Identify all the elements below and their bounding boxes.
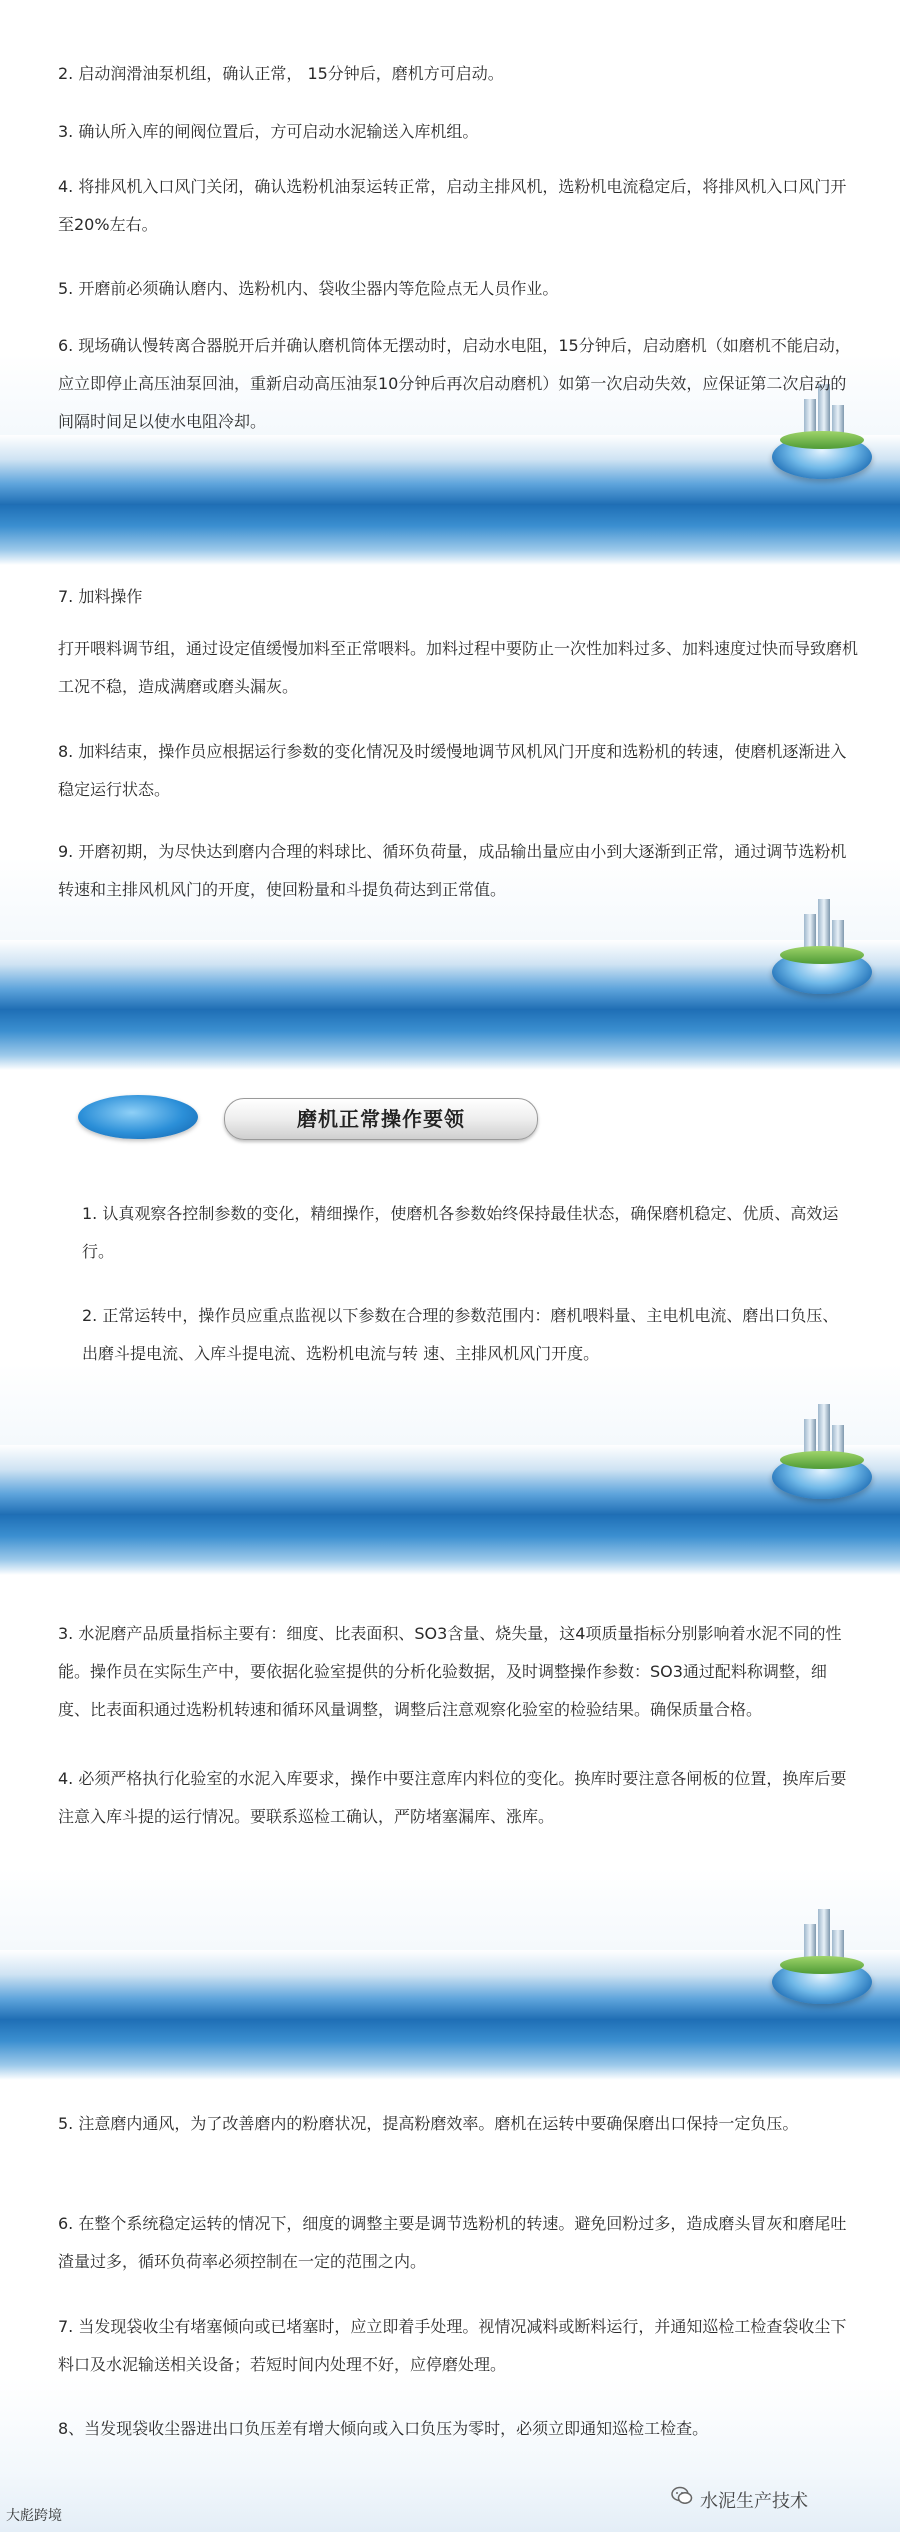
paragraph: 7. 当发现袋收尘有堵塞倾向或已堵塞时，应立即着手处理。视情况减料或断料运行，并通知巡检工检查袋收尘下料口及水泥输送相关设备；若短时间内处理不好，应停磨处理。 (58, 2317, 847, 2374)
slide-header-band (0, 1010, 900, 1070)
globe-island-icon (762, 910, 882, 1000)
paragraph: 5. 注意磨内通风，为了改善磨内的粉磨状况，提高粉磨效率。磨机在运转中要确保磨出口保持一定负压。 (58, 2114, 799, 2133)
slide-1 (0, 0, 900, 505)
globe-island-icon (762, 1415, 882, 1505)
watermark-left: 大彪跨境 (6, 2508, 62, 2524)
paragraph: 打开喂料调节组，通过设定值缓慢加料至正常喂料。加料过程中要防止一次性加料过多、加料速度过快而导致磨机工况不稳，造成满磨或磨头漏灰。 (58, 639, 859, 696)
paragraph: 6. 在整个系统稳定运转的情况下，细度的调整主要是调节选粉机的转速。避免回粉过多，造成磨头冒灰和磨尾吐渣量过多，循环负荷率必须控制在一定的范围之内。 (58, 2214, 847, 2271)
paragraph: 8. 加料结束，操作员应根据运行参数的变化情况及时缓慢地调节风机风门开度和选粉机的转速，使磨机逐渐进入稳定运行状态。 (58, 742, 847, 799)
slide-header-band (0, 1515, 900, 1575)
wechat-icon (670, 2484, 694, 2508)
globe-island-icon (762, 1920, 882, 2010)
paragraph: 5. 开磨前必须确认磨内、选粉机内、袋收尘器内等危险点无人员作业。 (58, 279, 559, 298)
slide-header-band (0, 2020, 900, 2080)
heading-bullet-icon (78, 1095, 198, 1139)
paragraph: 9. 开磨初期，为尽快达到磨内合理的料球比、循环负荷量，成品输出量应由小到大逐渐到正常，通过调节选粉机转速和主排风机风门的开度，使回粉量和斗提负荷达到正常值。 (58, 842, 847, 899)
slide-header-band (0, 505, 900, 565)
paragraph: 4. 必须严格执行化验室的水泥入库要求，操作中要注意库内料位的变化。换库时要注意各闸板的位置，换库后要注意入库斗提的运行情况。要联系巡检工确认，严防堵塞漏库、涨库。 (58, 1769, 847, 1826)
paragraph: 8、当发现袋收尘器进出口负压差有增大倾向或入口负压为零时，必须立即通知巡检工检查。 (58, 2419, 709, 2438)
paragraph: 3. 确认所入库的闸阀位置后，方可启动水泥输送入库机组。 (58, 122, 479, 141)
paragraph: 7. 加料操作 (58, 587, 143, 606)
section-heading: 磨机正常操作要领 (224, 1098, 538, 1140)
paragraph: 6. 现场确认慢转离合器脱开后并确认磨机筒体无摆动时，启动水电阻，15分钟后，启动磨机（如磨机不能启动，应立即停止高压油泵回油，重新启动高压油泵10分钟后再次启动磨机）如第一次启动失效，应保证第二次启动的间隔时间足以使水电阻冷却。 (58, 336, 851, 431)
paragraph: 1. 认真观察各控制参数的变化，精细操作，使磨机各参数始终保持最佳状态，确保磨机稳定、优质、高效运行。 (82, 1204, 839, 1261)
watermark-account-name: 水泥生产技术 (700, 2491, 808, 2512)
slide-2 (0, 505, 900, 1010)
slide-3 (0, 1010, 900, 1515)
slide-4 (0, 1515, 900, 2020)
paragraph: 2. 启动润滑油泵机组，确认正常， 15分钟后，磨机方可启动。 (58, 64, 504, 83)
paragraph: 3. 水泥磨产品质量指标主要有：细度、比表面积、SO3含量、烧失量，这4项质量指标分别影响着水泥不同的性能。操作员在实际生产中，要依据化验室提供的分析化验数据，及时调整操作参数：SO3通过配料称调整，细度、比表面积通过选粉机转速和循环风量调整，调整后注意观察化验室的检验结果。确保质量合格。 (58, 1624, 842, 1719)
slide-5 (0, 2020, 900, 2532)
paragraph: 4. 将排风机入口风门关闭，确认选粉机油泵运转正常，启动主排风机，选粉机电流稳定后，将排风机入口风门开至20%左右。 (58, 177, 847, 234)
paragraph: 2. 正常运转中，操作员应重点监视以下参数在合理的参数范围内：磨机喂料量、主电机电流、磨出口负压、出磨斗提电流、入库斗提电流、选粉机电流与转 速、主排风机风门开度。 (82, 1306, 839, 1363)
